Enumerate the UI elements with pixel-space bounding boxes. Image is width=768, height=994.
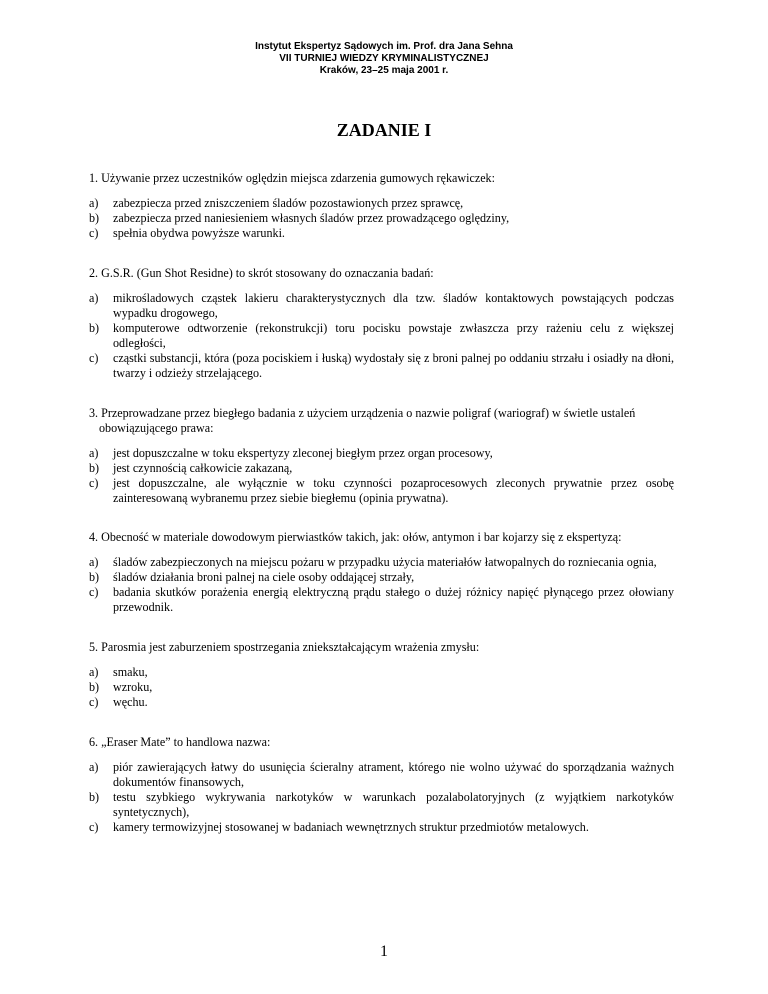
question-5 (89, 640, 674, 710)
option-letter: b) (89, 570, 100, 584)
option-letter: a) (89, 446, 99, 460)
event-date-place: Kraków, 23–25 maja 2001 r. (319, 65, 449, 76)
answer-option-a (89, 446, 674, 461)
option-letter: a) (89, 760, 99, 774)
option-text: wzroku, (113, 680, 153, 694)
question-text: 5. Parosmia jest zaburzeniem spostrzegania zniekształcającym wrażenia zmysłu: (89, 640, 480, 654)
answer-option-c (89, 820, 674, 835)
option-text: piór zawierających łatwy do usunięcia ścieralny atrament, którego nie wolno używać do sporządzania ważnych dokumentów finansowych, (113, 760, 674, 789)
question-text: 2. G.S.R. (Gun Shot Residne) to skrót stosowany do oznaczania badań: (89, 266, 434, 280)
answer-option-a (89, 555, 674, 570)
option-text: śladów zabezpieczonych na miejscu pożaru w przypadku użycia materiałów łatwopalnych do rozniecania ognia, (113, 555, 657, 569)
question-6 (89, 735, 674, 835)
answer-option-c (89, 476, 674, 506)
option-letter: a) (89, 665, 99, 679)
document-header (0, 41, 768, 77)
institute-name: Instytut Ekspertyz Sądowych im. Prof. dra Jana Sehna (255, 41, 513, 52)
question-2 (89, 266, 674, 381)
answer-option-a (89, 665, 674, 680)
question-text: 3. Przeprowadzane przez biegłego badania z użyciem urządzenia o nazwie poligraf (wariograf) w świetle ustaleń obowiązującego prawa: (89, 406, 636, 435)
answer-option-b (89, 570, 674, 585)
answer-option-b (89, 211, 674, 226)
option-letter: c) (89, 226, 99, 240)
answer-options (89, 555, 674, 615)
option-letter: c) (89, 820, 99, 834)
answer-option-c (89, 585, 674, 615)
option-text: mikrośladowych cząstek lakieru charakterystycznych dla tzw. śladów kontaktowych powstających podczas wypadku drogowego, (113, 291, 674, 320)
option-text: śladów działania broni palnej na ciele osoby oddającej strzały, (113, 570, 415, 584)
answer-options (89, 291, 674, 381)
option-letter: b) (89, 211, 100, 225)
option-text: jest dopuszczalne, ale wyłącznie w toku czynności pozaprocesowych zleconych prywatnie przez osobę zainteresowaną wybranemu przez siebie biegłemu (opinia prywatna). (113, 476, 674, 505)
question-4 (89, 530, 674, 615)
page-title: ZADANIE I (336, 120, 432, 140)
answer-option-a (89, 291, 674, 321)
question-text: 6. „Eraser Mate” to handlowa nazwa: (89, 735, 271, 749)
answer-option-b (89, 461, 674, 476)
question-1 (89, 171, 674, 241)
answer-option-b (89, 680, 674, 695)
option-letter: a) (89, 196, 99, 210)
option-letter: b) (89, 461, 100, 475)
answer-options (89, 446, 674, 506)
answer-option-c (89, 226, 674, 241)
option-letter: c) (89, 585, 99, 599)
option-letter: c) (89, 695, 99, 709)
option-letter: c) (89, 351, 99, 365)
option-letter: a) (89, 555, 99, 569)
question-3 (89, 406, 674, 506)
option-text: zabezpiecza przed naniesieniem własnych śladów przez prowadzącego oględziny, (113, 211, 510, 225)
option-text: testu szybkiego wykrywania narkotyków w warunkach pozalabolatoryjnych (z wyjątkiem narkotyków syntetycznych), (113, 790, 674, 819)
questions-list (89, 171, 674, 860)
answer-option-b (89, 321, 674, 351)
question-text: 4. Obecność w materiale dowodowym pierwiastków takich, jak: ołów, antymon i bar kojarzy się z ekspertyzą: (89, 530, 622, 544)
answer-option-c (89, 695, 674, 710)
answer-option-c (89, 351, 674, 381)
option-letter: c) (89, 476, 99, 490)
option-text: smaku, (113, 665, 148, 679)
option-text: jest czynnością całkowicie zakazaną, (113, 461, 293, 475)
option-letter: b) (89, 680, 100, 694)
option-text: komputerowe odtworzenie (rekonstrukcji) toru pocisku powstaje zwłaszcza przy rażeniu celu z większej odległości, (113, 321, 674, 350)
option-text: zabezpiecza przed zniszczeniem śladów pozostawionych przez sprawcę, (113, 196, 464, 210)
option-text: kamery termowizyjnej stosowanej w badaniach wewnętrznych struktur przedmiotów metalowych. (113, 820, 589, 834)
option-text: węchu. (113, 695, 148, 709)
answer-option-a (89, 196, 674, 211)
option-text: spełnia obydwa powyższe warunki. (113, 226, 285, 240)
option-letter: a) (89, 291, 99, 305)
page-number: 1 (380, 943, 388, 960)
answer-options (89, 760, 674, 835)
option-text: badania skutków porażenia energią elektryczną prądu stałego o dużej różnicy napięć płynącego przez ołowiany przewodnik. (113, 585, 674, 614)
answer-options (89, 665, 674, 710)
tournament-name: VII TURNIEJ WIEDZY KRYMINALISTYCZNEJ (279, 53, 489, 64)
option-text: cząstki substancji, która (poza pociskiem i łuską) wydostały się z broni palnej po oddaniu strzału i osiadły na dłoni, twarzy i odzieży strzelającego. (113, 351, 674, 380)
answer-option-b (89, 790, 674, 820)
option-letter: b) (89, 790, 100, 804)
answer-options (89, 196, 674, 241)
question-text: 1. Używanie przez uczestników oględzin miejsca zdarzenia gumowych rękawiczek: (89, 171, 495, 185)
answer-option-a (89, 760, 674, 790)
option-text: jest dopuszczalne w toku ekspertyzy zleconej biegłym przez organ procesowy, (113, 446, 493, 460)
option-letter: b) (89, 321, 100, 335)
